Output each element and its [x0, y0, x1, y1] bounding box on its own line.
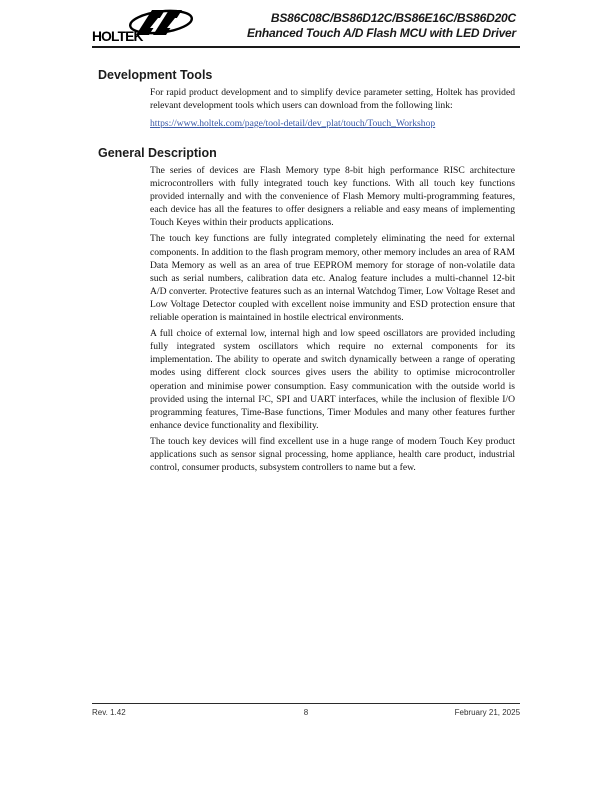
footer-date: February 21, 2025: [454, 708, 521, 717]
tool-download-link[interactable]: https://www.holtek.com/page/tool-detail/dev_plat/touch/Touch_Workshop: [150, 118, 436, 130]
general-description-paragraph-4: The touch key devices will find excellent use in a huge range of modern Touch Key product applications such as sensor signal processing, home appliance, health care product, industrial control, consumer products, subsystem controllers to name but a few.: [150, 435, 515, 474]
holtek-logo-text: HOLTEK: [92, 29, 143, 44]
page-footer: [92, 708, 520, 717]
document-title-line1: BS86C08C/BS86D12C/BS86E16C/BS86D20C: [270, 11, 516, 25]
header-rule: [92, 46, 520, 48]
holtek-logo-bolts: [136, 10, 182, 35]
footer-page-number: 8: [303, 708, 309, 717]
general-description-paragraph-3: A full choice of external low, internal high and low speed oscillators are provided including fully integrated system oscillators which require no external components for its implementation. The ability to operate and switch dynamically between a range of operating modes using different clock sources gives users the ability to optimise microcontroller operation and minimise power consumption. Easy communication with the outside world is provided using the internal I²C, SPI and UART interfaces, while the inclusion of flexible I/O programming features, Time-Base functions, Timer Modules and many other features further enhance device functionality and flexibility.: [150, 328, 515, 431]
development-tools-paragraph: For rapid product development and to simplify device parameter setting, Holtek has provided relevant development tools which users can download from the following link:: [150, 87, 515, 112]
document-title-line2: Enhanced Touch A/D Flash MCU with LED Driver: [246, 26, 516, 40]
footer-revision: Rev. 1.42: [92, 708, 126, 717]
footer-rule: [92, 703, 520, 704]
document-title: [220, 11, 516, 41]
general-description-paragraph-1: The series of devices are Flash Memory type 8-bit high performance RISC architecture microcontrollers with fully integrated touch key functions. With all touch key functions provided internally and with the convenience of Flash Memory multi-programming features, each device has all the features to offer designers a reliable and easy means of implementing Touch Keyes within their products applications.: [150, 165, 515, 229]
development-tools-body: [150, 86, 515, 130]
general-description-paragraph-2: The touch key functions are fully integrated completely eliminating the need for external components. In addition to the flash program memory, other memory includes an area of RAM Data Memory as well as an area of true EEPROM memory for storage of non-volatile data such as serial numbers, calibration data etc. Analog feature includes a multi-channel 12-bit A/D converter. Protective features such as an internal Watchdog Timer, Low Voltage Reset and Low Voltage Detector coupled with excellent noise immunity and ESD protection ensure that reliable operation is maintained in hostile electrical environments.: [150, 233, 515, 324]
general-description-body: [150, 164, 515, 477]
section-heading-development-tools: Development Tools: [98, 68, 213, 82]
section-heading-general-description: General Description: [98, 146, 217, 160]
holtek-logo: [92, 9, 202, 47]
